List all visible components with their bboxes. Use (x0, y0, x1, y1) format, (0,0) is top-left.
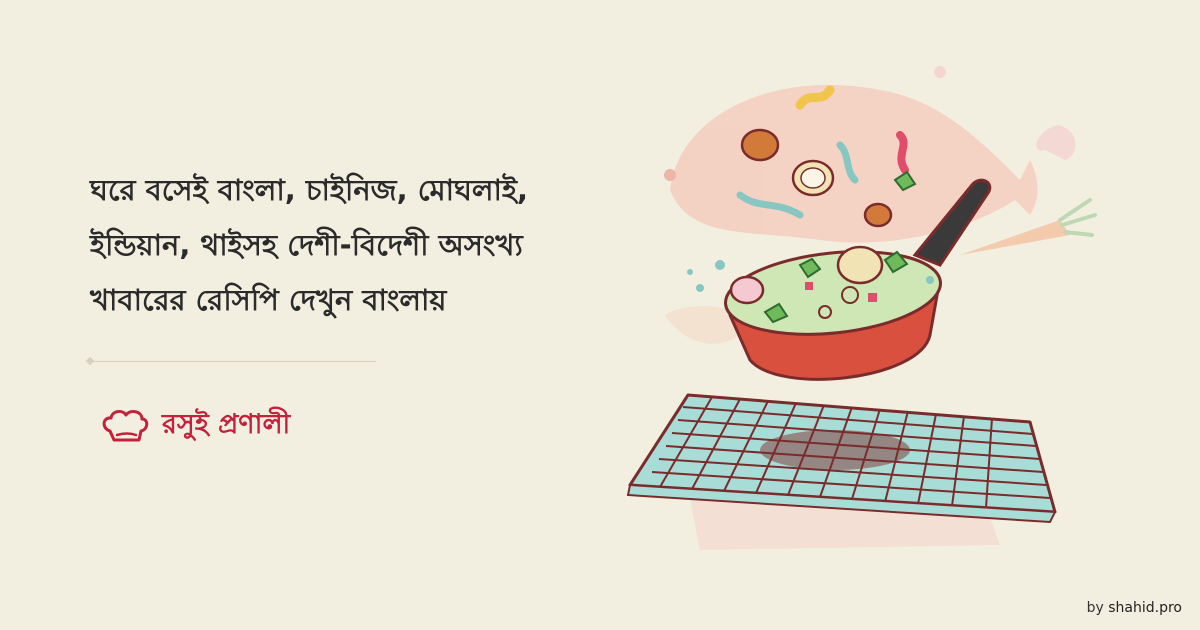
headline (90, 163, 610, 328)
chef-hat-icon (100, 409, 150, 445)
credit-site[interactable]: shahid.pro (1108, 600, 1182, 616)
headline-line-2: ইন্ডিয়ান, থাইসহ দেশী-বিদেশী অসংখ্য (90, 228, 523, 262)
brand-logo[interactable] (100, 404, 290, 449)
cooking-illustration (600, 50, 1120, 560)
frying-pan-icon (721, 242, 944, 379)
brand-name: রসুই প্রণালী (162, 409, 291, 440)
credit-prefix: by (1086, 600, 1104, 616)
credit[interactable] (1087, 600, 1182, 616)
headline-line-1: ঘরে বসেই বাংলা, চাইনিজ, মোঘলাই, (90, 173, 529, 207)
headline-line-3: খাবারের রেসিপি দেখুন বাংলায় (90, 283, 447, 317)
divider (90, 361, 376, 362)
